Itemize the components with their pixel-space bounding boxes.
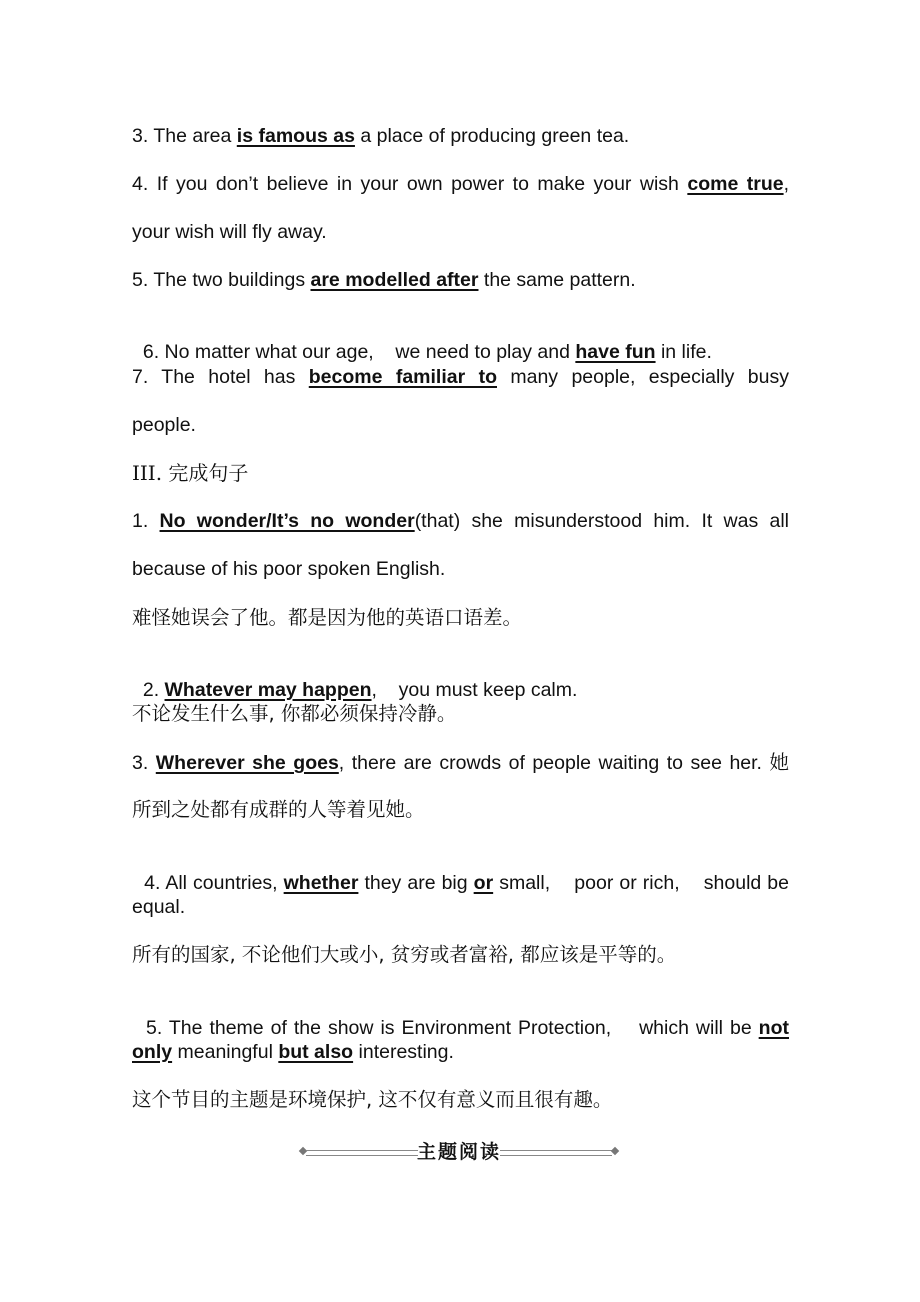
- section-heading: III. 完成句子: [132, 461, 249, 485]
- question-5: 5. The theme of the show is Environment Protection, which will be not: [145, 1017, 789, 1039]
- question-2: 2. Whatever may happen, you must keep calm.: [142, 679, 578, 701]
- question-2-translation: 不论发生什么事, 你都必须保持冷静。: [132, 702, 457, 725]
- question-4-continued: equal.: [132, 896, 186, 918]
- section-banner: [300, 1138, 618, 1166]
- question-3-translation: 所到之处都有成群的人等着见她。: [132, 798, 425, 821]
- answer: or: [473, 872, 494, 894]
- sentence-5: 5. The two buildings are modelled after the same pattern.: [132, 269, 636, 291]
- question-4: 4. All countries, whether they are big or small, poor or rich, should be: [144, 872, 789, 894]
- sentence-4: 4. If you don’t believe in your own power to make your wish come true,: [132, 173, 789, 195]
- sentence-6: 6. No matter what our age, we need to play and have fun in life.: [142, 341, 712, 363]
- question-1: 1. No wonder/It’s no wonder(that) she misunderstood him. It was all: [132, 510, 789, 532]
- answer: whether: [283, 872, 359, 894]
- answer: Whatever may happen: [164, 679, 372, 701]
- question-1-translation: 难怪她误会了他。都是因为他的英语口语差。: [132, 606, 523, 629]
- answer: Wherever she goes: [155, 752, 339, 774]
- answer: come true: [687, 173, 784, 195]
- answer: only: [132, 1041, 173, 1063]
- answer: not: [758, 1017, 789, 1039]
- banner-label: 主题阅读: [416, 1141, 501, 1163]
- question-5-translation: 这个节目的主题是环境保护, 这不仅有意义而且很有趣。: [132, 1088, 613, 1111]
- sentence-4-continued: your wish will fly away.: [132, 221, 327, 243]
- question-3: 3. Wherever she goes, there are crowds of people waiting to see her. 她: [132, 752, 789, 774]
- sentence-7: 7. The hotel has become familiar to many people, especially busy: [132, 366, 789, 388]
- question-5-continued: only meaningful but also interesting.: [132, 1041, 454, 1063]
- question-1-continued: because of his poor spoken English.: [132, 558, 446, 580]
- answer: become familiar to: [308, 366, 497, 388]
- question-4-translation: 所有的国家, 不论他们大或小, 贫穷或者富裕, 都应该是平等的。: [132, 943, 677, 966]
- answer: are modelled after: [310, 269, 479, 291]
- sentence-7-continued: people.: [132, 414, 196, 436]
- answer: have fun: [575, 341, 656, 363]
- sentence-3: 3. The area is famous as a place of producing green tea.: [132, 125, 630, 147]
- answer: is famous as: [236, 125, 355, 147]
- answer: No wonder/It’s no wonder: [159, 510, 415, 532]
- answer: but also: [278, 1041, 354, 1063]
